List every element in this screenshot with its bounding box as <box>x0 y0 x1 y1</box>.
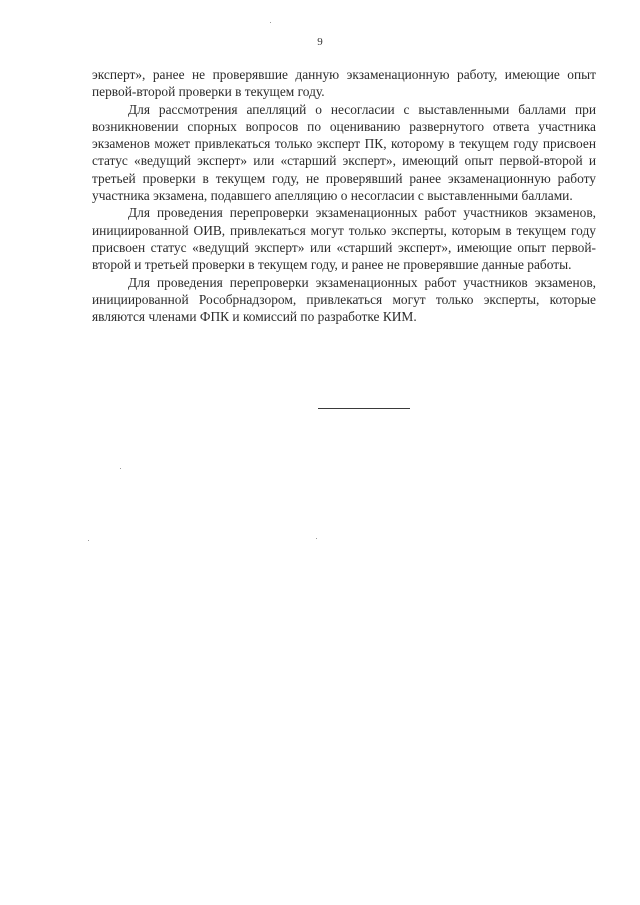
scan-speck <box>316 538 317 539</box>
paragraph-3: Для проведения перепроверки экзаменационных работ участников экзаменов, инициированной ОИВ, привлекаться могут только эксперты, которым в текущем году присвоен статус «ведущий эксперт» или «старший эксперт», имеющие опыт первой-второй и третьей проверки в текущем году, и ранее не проверявшие данные работы. <box>92 205 596 273</box>
scan-speck <box>120 468 121 469</box>
end-separator-line <box>318 408 410 409</box>
scan-speck <box>270 22 271 23</box>
paragraph-2: Для рассмотрения апелляций о несогласии с выставленными баллами при возникновении спорных вопросов по оцениванию развернутого ответа участника экзаменов может привлекаться только эксперт ПК, которому в текущем году присвоен статус «ведущий эксперт» или «старший эксперт», имеющий опыт первой-второй и третьей проверки в текущем году, не проверявший ранее экзаменационную работу участника экзамена, подавшего апелляцию о несогласии с выставленными баллами. <box>92 101 596 204</box>
body-text <box>92 66 596 325</box>
page-number: 9 <box>317 36 323 48</box>
paragraph-4: Для проведения перепроверки экзаменационных работ участников экзаменов, инициированной Рособрнадзором, привлекаться могут только эксперты, которые являются членами ФПК и комиссий по разработке КИМ. <box>92 274 596 325</box>
paragraph-1: эксперт», ранее не проверявшие данную экзаменационную работу, имеющие опыт первой-второй проверки в текущем году. <box>92 67 596 100</box>
scan-speck <box>88 540 89 541</box>
